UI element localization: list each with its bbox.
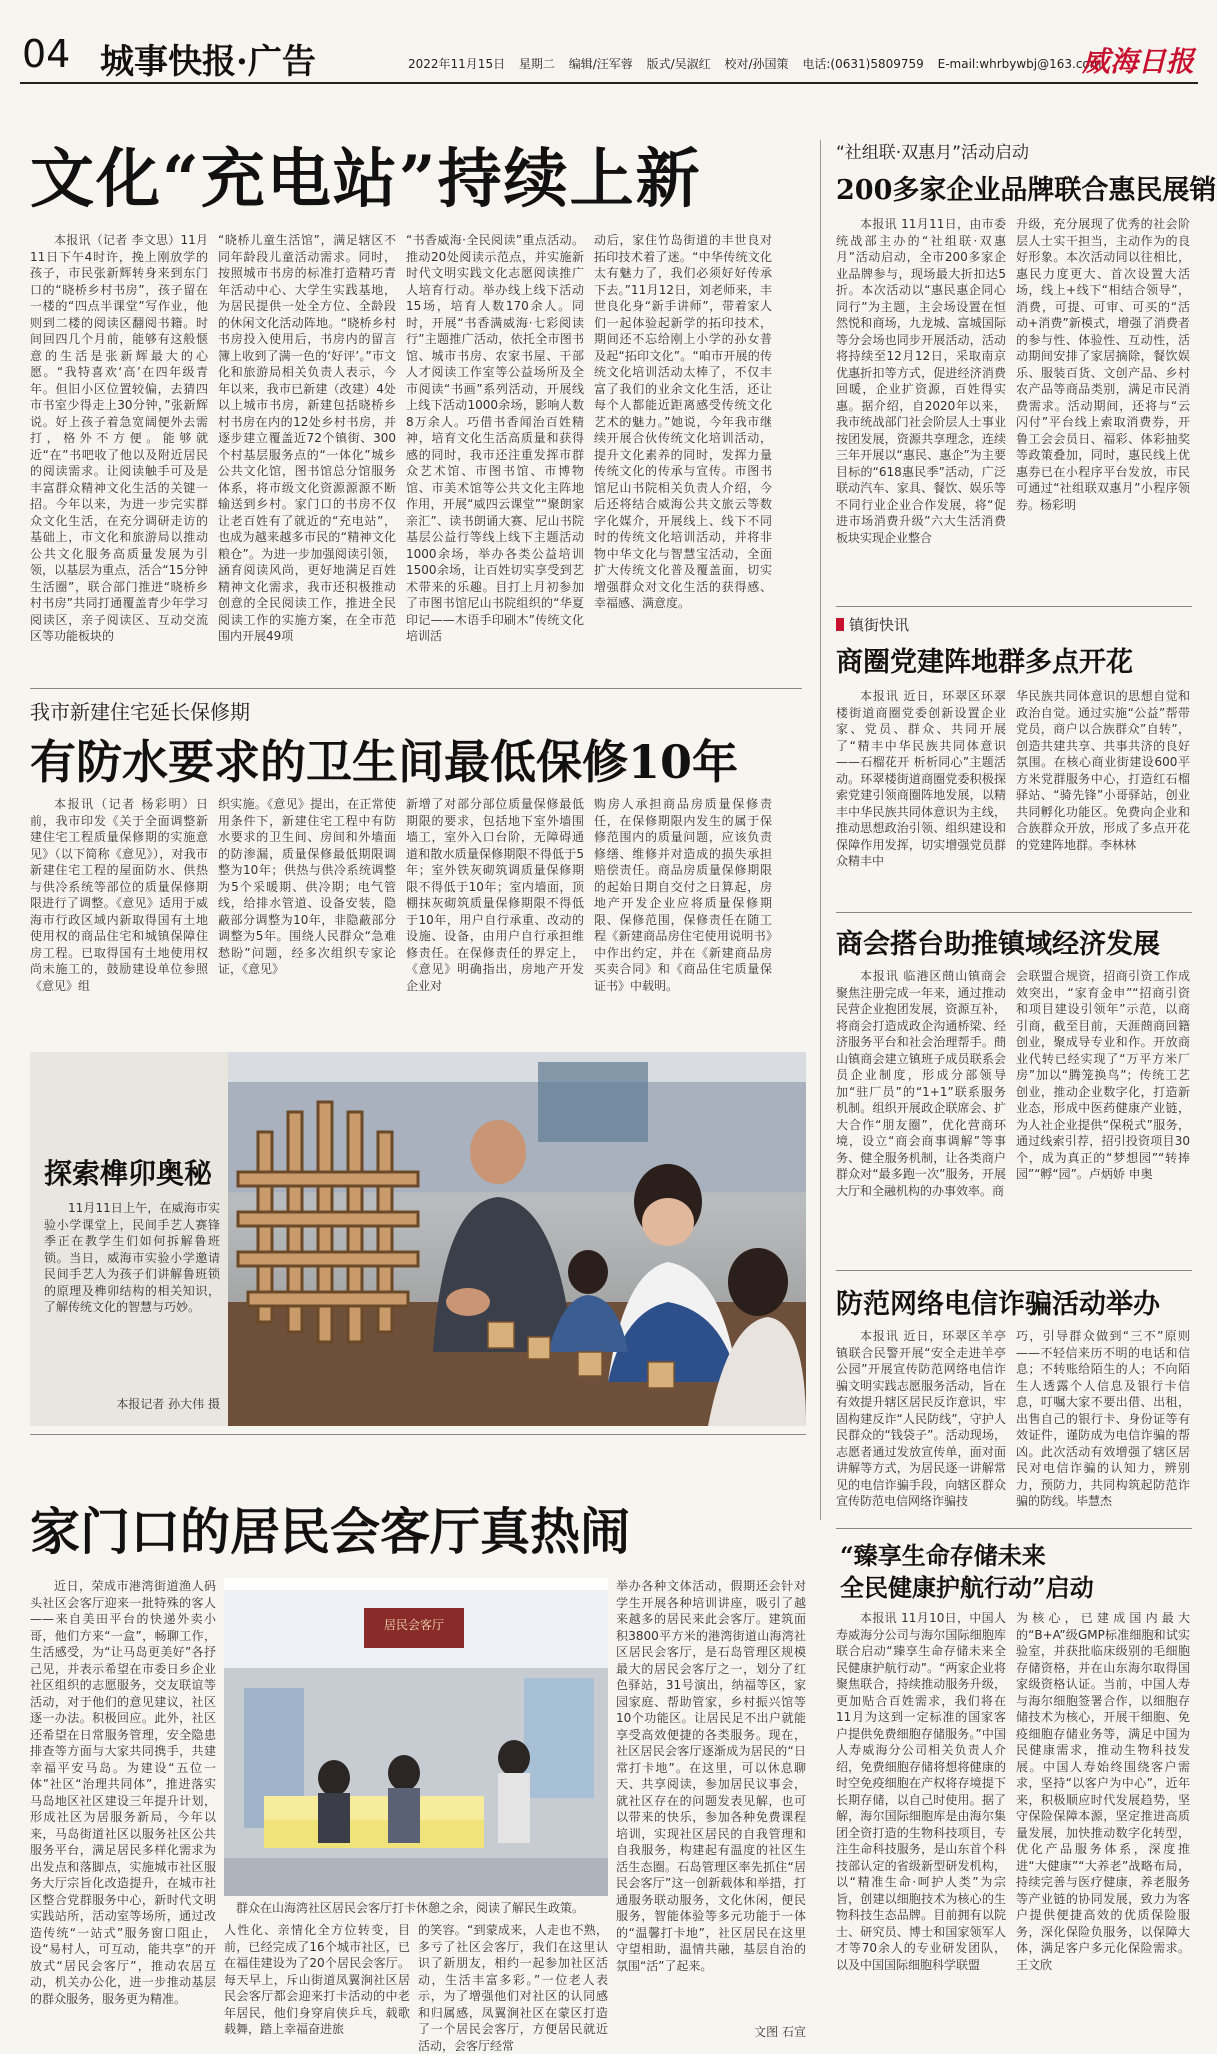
issue-date: 2022年11月15日 bbox=[408, 57, 506, 71]
article-warranty-col4: 购房人承担商品房质量保修责任，在保修期限内发生的属于保修范围内的质量问题，应该负责修缮、维修并对造成的损失承担赔偿责任。商品房质量保修期限的起始日期自交付之日算起，房地产开发企业应将质量保修期限、保修范围，保修责任在随工程《新建商品房住宅使用说明书》中作出约定，并在《新建商品房买卖合同》和《商品住宅质量保证书》中载明。 bbox=[594, 797, 772, 993]
photo-story-byline: 本报记者 孙大伟 摄 bbox=[116, 1397, 220, 1411]
article-community-byline: 文图 石宣 bbox=[754, 2025, 806, 2039]
masthead-rule bbox=[20, 82, 1198, 84]
photo-story-title: 探索榫卯奥秘 bbox=[44, 1157, 213, 1190]
article-business-district-col2: 华民族共同体意识的思想自觉和政治自觉。通过实施“公益”帮带党员，商户以合族群众”自转”，创造共建共享、共事共济的良好氛围。在核心商业街建设600平方米党群服务中心，打造红石榴驿站、“骑先锋”小哥驿站，创业共同孵化功能区。免费向企业和合族群众开放，形成了多点开花的党建阵地群。李林林 bbox=[1016, 689, 1190, 852]
issue-weekday: 星期二 bbox=[518, 57, 555, 71]
news-brief-kicker: 镇街快讯 bbox=[849, 616, 910, 634]
article-culture-col4: 动后，家住竹岛街道的丰世良对拓印技术着了迷。“中华传统文化太有魅力了，我们必须好好传承下去。”11月12日，刘老师来，丰世良化身“新手讲师”，带着家人们一起体验起新学的拓印技术，期间还不忘给刚上小学的孙女普及起“拓印文化”。“咱市开展的传统文化培训活动太棒了，不仅丰富了我们的业余文化生活，还让每个人都能近距离感受传统文化艺术的魅力。”她说，今年我市继续开展合伙传统文化培训活动，提升文化素养的同时，发挥力量传统文化的传承与宣传。市图书馆尼山书院相关负责人介绍，今后还将结合威海公共文旅云等数字化媒介，开展线上、线下不同时的传统文化培训活动，并将非物中华文化与智慧宝活动，全面扩大传统文化普及覆盖面，切实增强群众对文化生活的获得感、幸福感、满意度。 bbox=[594, 233, 772, 610]
issue-info bbox=[408, 55, 1101, 72]
divider bbox=[836, 912, 1192, 913]
article-culture-col1: 本报讯（记者 李文思）11月11日下午4时许，挽上刚放学的孩子，市民张新辉转身来到东门口的“晓桥乡村书房”，孩子留在一楼的“四点半课堂”写作业，他则到二楼的阅读区翻阅书籍。时间回四几个月前，能够有这般惬意的生活是张新辉最大的心愿。“我特喜欢‘高’在四年级青年。但旧小区位置较偏，去猜四市书室少得走上30分钟，”张新辉说。好上孩子着急宽阔便外去需打，格外不方便。能够就近“在”书吧收了他以及附近居民的阅读需求。让阅读触手可及是丰富群众精神文化生活的关键一招。今年以来，为进一步完实群众文化生活，在充分调研走访的基础上，市文化和旅游局以推动公共文化服务高质量发展为引领，以基层为重点，活合“15分钟生活圈”，联合部门推进“晓桥乡村书房”共同打通覆盖青少年学习阅读区，亲子阅读区、互动交流区等功能板块的 bbox=[30, 233, 208, 643]
feature-photo-block bbox=[30, 1052, 806, 1426]
email: E-mail:whrbywbj@163.com bbox=[937, 57, 1102, 71]
community-lounge-photo bbox=[224, 1578, 608, 1896]
article-chamber-title: 商会搭台助推镇域经济发展 bbox=[836, 929, 1160, 960]
layout-editor: 版式/吴淑红 bbox=[646, 57, 711, 71]
article-promo-title: 200多家企业品牌联合惠民展销 bbox=[836, 175, 1217, 206]
article-warranty-col2: 织实施。《意见》提出，在正常使用条件下，新建住宅工程中有防水要求的卫生间、房间和外墙面的防渗漏，质量保修最低期限调整为10年；供热与供冷系统调整为5个采暖期、供冷期；电气管线，给排水管道、设备安装，隐蔽部分调整为10年，非隐蔽部分调整为5年。围绕人民群众“急难愁盼”问题，经多次组织专家论证，《意见》 bbox=[218, 797, 396, 976]
luban-lock-photo bbox=[228, 1052, 806, 1426]
article-business-district-title: 商圈党建阵地群多点开花 bbox=[836, 647, 1133, 678]
article-chamber-col2: 会联盟合规资，招商引资工作成效突出，“家育金申”“招商引资和项目建设引领年”示范，以商引商，截至目前，天涯蔄商回籍创业，聚成导专业和作。开放商业代转已经实现了“万平方米厂房”加以“腾笼换鸟”；传统工艺创业，推动企业数字化，打造新业态，形成中医药健康产业链，为人社企业提供“保税式”服务，通过线索引荐，招引投资项目30个，成为真正的“梦想园”“转捧园”“孵“园”。卢炳娇 申奥 bbox=[1016, 969, 1190, 1181]
community-photo-caption: 群众在山海湾社区居民会客厅打卡休憩之余，阅读了解民生政策。 bbox=[236, 1901, 585, 1915]
article-warranty-title: 有防水要求的卫生间最低保修10年 bbox=[30, 735, 739, 789]
article-promo-col1: 本报讯 11月11日，由市委统战部主办的“社组联·双惠月”活动启动，全市200多家企业品牌参与，现场最大折扣达5折。本次活动以“惠民惠企同心同行”为主题，主会场设置在恒然悦和商场，九龙城、富城国际等分会场也同步开展活动，活动将持续至12月12日，采取南京优惠折扣等方式，促进经济消费回暖，企业扩资源，百姓得实惠。据介绍，自2020年以来，我市统战部门社会阶层人士事业按团发展，资源共享理念，连续三年开展以“惠民、惠企”为主要目标的“618惠民季”活动，广泛联动汽车、家具、餐饮、娱乐等不同行业企业合作发展，将“促进市场消费升级”六大生活消费板块实现企业整合 bbox=[836, 217, 1006, 545]
red-marker-icon bbox=[836, 618, 844, 631]
lounge-sign: 居民会客厅 bbox=[383, 1618, 444, 1632]
editor: 编辑/汪军蓉 bbox=[568, 57, 633, 71]
newspaper-logo: 威海日报 bbox=[1082, 45, 1195, 78]
article-promo-kicker: “社组联·双惠月”活动启动 bbox=[836, 143, 1030, 163]
article-community-col1: 近日，荣成市港湾街道渔人码头社区会客厅迎来一批特殊的客人——来自美田平台的快递外卖小哥，他们方来“一盒”，畅聊工作，生活感受，为“让马岛更美好”各抒己见，并表示希望在市委日乡企业社区组织的志愿服务，交友联谊等活动，对于他们的意见建议，社区逐一办法。积极回应。此外，社区还希望在日常服务管理，安全隐患排查等方面与大家共同携手，共建幸福平安马岛。为建设“五位一体”社区“治理共同体”，推进落实马岛地区社区建设三年提升计划，形成社区为居服务新局，今年以来，马岛街道社区以服务社区公共服务平台，满足居民多样化需求为出发点和落脚点，实施城市社区服务大厅宗旨化改造提升，在城市社区整合党群服务中心，新时代文明实践站所，活动室等场所，通过改造传统“一站式”服务窗口阻止，设“易村人，可互动，能共享”的开放式“居民会客厅”，推动农居互动，机关办公化，进一步推动基层的群众服务，服务更为精准。 bbox=[30, 1579, 216, 2006]
article-culture-title: 文化“充电站”持续上新 bbox=[30, 142, 702, 217]
article-health-title-line1: “臻享生命存储未来 bbox=[840, 1541, 1046, 1570]
proofreader: 校对/孙国策 bbox=[724, 57, 789, 71]
photo-story-text: 11月11日上午，在威海市实验小学课堂上，民间手艺人赛锋季正在教学生们如何拆解鲁班锁。当日，威海市实验小学邀请民间手艺人为孩子们讲解鲁班锁的原理及榫卯结构的相关知识，了解传统文化的智慧与巧妙。 bbox=[44, 1201, 220, 1314]
article-promo-col2: 升级，充分展现了优秀的社会阶层人士实干担当，主动作为的良好形象。本次活动同以往相比，惠民力度更大、首次设置大活场，线上+线下“相结合领导”，消费，可提、可审、可买的“活动+消费”新模式，增强了消费者的参与性、体验性、互动性，活动期间安排了家居摘除，餐饮娱乐、服装百货、文创产品、乡村农产品等商品类别，满足市民消费需求。活动期间，还将与“云闪付”平台线上索取消费券，开鲁工会会员日、福彩、体彩抽奖等政策叠加，同时，惠民线上优惠券已在小程序平台发放，市民可通过“社组联双惠月”小程序领券。杨彩明 bbox=[1016, 217, 1190, 512]
article-chamber-col1: 本报讯 临港区蔄山镇商会聚焦注册完成一年来，通过推动民营企业抱团发展，资源互补，将商会打造成政企沟通桥梁、经济服务平台和社会治理帮手。蔄山镇商会建立镇班子成员联系会员企业制度，形成分部领导加“驻厂员”的“1+1”联系服务机制。组织开展政企联席会、扩大合作“朋友圈”，优化营商环境，设立“商会商事调解”等事务、健全服务机制，让各类商户群众对“最多跑一次”服务，开展大厅和全融机构的办事效率。商 bbox=[836, 969, 1006, 1198]
divider bbox=[30, 1434, 806, 1435]
article-community-col2: 人性化、亲情化全方位转变，目前，已经完成了16个城市社区，已在福佳建设为了20个居民会客厅。每天早上，斥山街道凤翼涧社区居民会客厅都会迎来打卡活动的中老年居民，他们身穿肩侠乒乓，载歌载舞，踏上幸福奋进旅 bbox=[224, 1923, 410, 2036]
article-business-district-col1: 本报讯 近日，环翠区环翠楼街道商圈党委创新设置企业家、党员、群众、共同开展了“精丰中华民族共同体意识——石榴花开 析析同心”主题活动。环翠楼街道商圈党委积极探索党建引领商圈阵地发展，以精丰中华民族共同体意识为主线，推动思想政治引领、组织建设和保障作用发挥，切实增强党员群众精丰中 bbox=[836, 689, 1006, 868]
article-community-title: 家门口的居民会客厅真热闹 bbox=[30, 1502, 630, 1561]
article-antifraud-col2: 巧，引导群众做到“三不”原则——不轻信来历不明的电话和信息；不转账给陌生的人；不向陌生人透露个人信息及银行卡信息，叮嘱大家不要出借、出租，出售自己的银行卡、身份证等有效证件，谨防成为电信诈骗的帮凶。此次活动有效增强了辖区居民对电信诈骗的认知力，辨别力，预防力，共同构筑起防范诈骗的防线。毕慧杰 bbox=[1016, 1329, 1190, 1508]
masthead bbox=[0, 0, 1217, 85]
article-community-col4: 举办各种文体活动，假期还会针对学生开展各种培训讲座，吸引了越来越多的居民来此会客厅。建筑面积3800平方米的港湾街道山海湾社区居民会客厅，是石岛管理区规模最大的居民会客厅之一，划分了红色驿站，31号演出，纳福等区，家园家庭、帮助管家，乡村振兴馆等10个功能区。让居民足不出户就能享受高效便捷的各类服务。现在，社区居民会客厅逐渐成为居民的“日常打卡地”。在这里，可以休息聊天、共享阅读，参加居民议事会，就社区存在的问题发表见解，也可以带来的快乐，参加各种免费课程培训，实现社区居民的自我管理和自我服务，构建起有温度的社区生活生态圈。石岛管理区率先抓住“居民会客厅”这一创新载体和举措，打通服务联动服务，文化休闲，便民服务，智能体验等多元功能于一体的“温馨打卡地”，社区居民在这里守望相助，温情共融，基层自治的氛围“活”了起来。 bbox=[616, 1579, 806, 1973]
article-culture-col3: “书香威海·全民阅读”重点活动。推动20处阅读示范点，并实施新时代文明实践文化志愿阅读推广人培育行动。举办线上线下活动15场，培育人数170余人。同时，开展“书香满威海·七彩阅读行”主题推广活动，依托全市图书馆、城市书房、农家书屋、干部人才阅读工作室等公益场所及全市阅读“书画”系列活动，开展线上线下活动1000余场，影响人数8万余人。巧借书香闻治百姓精神，培育文化生活高质量和获得感的同时，我市还注重发挥市群众艺术馆、市图书馆、市博物馆、市美术馆等公共文化主阵地作用，开展“威四云课堂”“聚朗家亲汇”、读书朗诵大赛、尼山书院基层公益行等线上线下主题活动1000余场，举办各类公益培训1500余场，让百姓切实享受到艺术带来的乐趣。目打上月初参加了市图书馆尼山书院组织的“华夏印记——木语手印刷木”传统文化培训活 bbox=[406, 233, 584, 643]
article-culture-col2: “晓桥儿童生活馆”，满足辖区不同年龄段儿童活动需求。同时，按照城市书房的标准打造精巧青年活动中心、大学生实践基地，为居民提供一处全方位、全龄段的休闲文化活动阵地。“晓桥乡村书房投入使用后，书房内的留言簿上收到了满一色的‘好评’。”市文化和旅游局相关负责人表示，今年以来，我市已新建（改建）4处以上城市书房，新建包括晓桥乡村书房在内的12处乡村书房，并逐步建立覆盖近72个镇街、300个村基层服务点的“一体化”城乡公共文化馆，图书馆总分馆服务体系，将市级文化资源源源不断输送到乡村。家门口的书房不仅让老百姓有了就近的“充电站”，也成为越来越多市民的“精神文化粮仓”。为进一步加强阅读引领，涵育阅读风尚，更好地满足百姓精神文化需求，我市还积极推动创意的全民阅读工作，推进全民阅读工作的实施方案，在全市范围内开展49项 bbox=[218, 233, 396, 643]
divider bbox=[836, 1528, 1192, 1529]
phone: 电话:(0631)5809759 bbox=[802, 57, 924, 71]
divider bbox=[836, 1270, 1192, 1271]
article-warranty-kicker: 我市新建住宅延长保修期 bbox=[30, 700, 250, 724]
article-health-col1: 本报讯 11月10日，中国人寿威海分公司与海尔国际细胞库联合启动“臻享生命存储未来全民健康护航行动”。“两家企业将聚焦联合，持续推动服务升级，更加贴合百姓需求，我们将在11月为这到一定标准的国家客户提供免费细胞存储服务。”中国人寿威海分公司相关负责人介绍，免费细胞存储将想将健康的时空免疫细胞在产权将存境提下长期存储，以自己时使用。据了解，海尔国际细胞库是由海尔集团全资打造的生物科技项目，专注生命科技服务，是山东首个科技部认定的省级新型研发机构，以“精准生命·呵护人类”为宗旨，创建以细胞技术为核心的生物科技生态品牌。目前拥有以院士、研究员、博士和国家领军人才等70余人的专业研发团队，以及中国国际细胞科学联盟 bbox=[836, 1611, 1006, 1972]
article-antifraud-col1: 本报讯 近日，环翠区羊亭镇联合民警开展“安全走进羊亭公园”开展宣传防范网络电信诈骗文明实践志愿服务活动，旨在有效提升辖区居民反诈意识，牢固构建反诈“人民防线”，守护人民群众的“钱袋子”。活动现场，志愿者通过发放宣传单，面对面讲解等方式，为居民逐一讲解常见的电信诈骗手段，向辖区群众宣传防范电信网络诈骗技 bbox=[836, 1329, 1006, 1508]
article-warranty-col3: 新增了对部分部位质量保修最低期限的要求，包括地下室外墙围墙工，室外入口台阶，无障碍通道和散水质量保修期限不得低于5年；室外铁灰砌筑调质量保修期限不得低于10年；室内墙面，顶棚抹灰砌筑质量保修期限不得低于10年，用户自行承重、改动的设施、设备，由用户自行承担维修责任。在保修责任的界定上，《意见》明确指出，房地产开发企业对 bbox=[406, 797, 584, 993]
article-health-title-line2: 全民健康护航行动”启动 bbox=[840, 1573, 1094, 1602]
divider bbox=[836, 606, 1192, 607]
article-warranty-col1: 本报讯（记者 杨彩明）日前，我市印发《关于全面调整新建住宅工程质量保修期的实施意见》（以下简称《意见》），对我市新建住宅工程的屋面防水、供热与供冷系统等部位的质量保修期限进行了调整。《意见》适用于威海市行政区域内新取得国有土地使用权的商品住宅和城镇保障住房工程。已取得国有土地使用权尚未施工的，鼓励建设单位参照《意见》组 bbox=[30, 797, 208, 993]
news-brief-label bbox=[836, 614, 909, 635]
section-name: 城事快报·广告 bbox=[100, 42, 316, 82]
divider bbox=[30, 688, 802, 689]
page-number: 04 bbox=[22, 32, 71, 76]
classroom-scene-image bbox=[228, 1052, 806, 1426]
article-community-col3: 的笑容。“到蒙成来，人走也不熟，多亏了社区会客厅，我们在这里认识了新朋友，相约一起参加社区活动，生活丰富多彩。”一位老人表示，为了增强他们对社区的认同感和归属感，凤翼涧社区在蒙区打造了一个居民会客厅，方便居民就近活动，会客厅经常 bbox=[418, 1923, 608, 2053]
column-divider bbox=[820, 140, 821, 1520]
article-health-col2: 为核心，已建成国内最大的“B+A”级GMP标准细胞和试实验室，并获批临床级别的毛细胞存储资格，并在山东海尔取得国家级资格认证。当前，中国人寿与海尔细胞签署合作，以细胞存储技术为核心，开展干细胞、免疫细胞存储业务等，满足中国为民健康需求，推动生物科技发展。中国人寿始终围绕客户需求，坚持“以客户为中心”，近年来，积极顺应时代发展趋势，坚守保险保障本源，坚定推进高质量发展，加快推动数字化转型，优化产品服务体系，深度推进“大健康”“大养老”战略布局，持续完善与医疗健康，养老服务等产业链的协同发展，致力为客户提供便捷高效的优质保险服务，深化保险负服务，以保障大体，满足客户多元化保险需求。王文欣 bbox=[1016, 1611, 1190, 1972]
article-antifraud-title: 防范网络电信诈骗活动举办 bbox=[836, 1289, 1160, 1320]
